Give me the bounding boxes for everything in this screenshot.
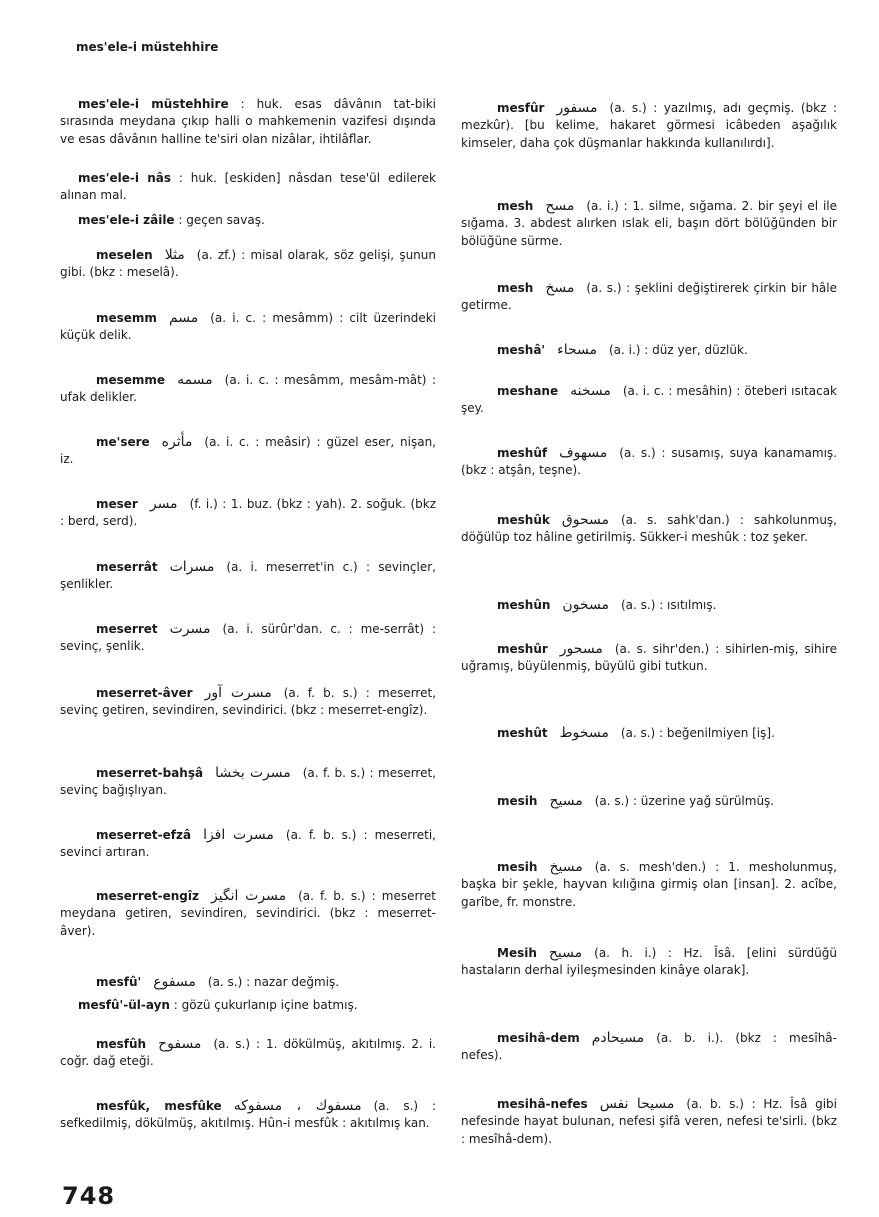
entry-definition: (a. s. sihr'den.) : sihirlen-miş, sihire uğramış, büyülenmiş, büyülü gibi tutkun.	[461, 642, 837, 674]
entry-definition: (a. i. c. : meâsir) : güzel eser, nişan, iz.	[60, 435, 436, 467]
entry-headword: meserret-efzâ	[96, 828, 192, 842]
entry-headword: meserrât	[96, 560, 158, 574]
entry-definition: : geçen savaş.	[178, 213, 265, 227]
entry-arabic-script: مأثره	[161, 434, 193, 450]
dictionary-entry	[461, 859, 837, 911]
entry-headword: meser	[96, 497, 138, 511]
entry-definition: (a. f. b. s.) : meserret, sevinç bağışlıyan.	[60, 766, 436, 798]
entry-arabic-script: مسمه	[177, 372, 213, 388]
entry-arabic-script: مسخون	[562, 597, 609, 613]
entry-definition: (a. i. meserret'in c.) : sevinçler, şenlikler.	[60, 560, 436, 592]
entry-headword: mesfûr	[497, 101, 545, 115]
entry-definition: (a. s. mesh'den.) : 1. mesholunmuş, başka bir şekle, hayvan kılığına girmiş olan [insan]. 2. acîbe, garîbe, fr. monstre.	[461, 860, 837, 909]
entry-arabic-script: مسرت بخشا	[215, 765, 291, 781]
entry-headword: meshûf	[497, 446, 548, 460]
entry-headword: mes'ele-i nâs	[78, 171, 171, 185]
dictionary-entry	[461, 383, 837, 418]
entry-definition: (a. s. sahk'dan.) : sahkolunmuş, döğülüp toz hâline getirilmiş. Sükker-i meshûk : toz şeker.	[461, 513, 837, 545]
entry-definition: (a. s.) : şeklini değiştirerek çirkin bir hâle getirme.	[461, 281, 837, 313]
entry-headword: mesfû'	[96, 975, 142, 989]
entry-arabic-script: مسحوق	[561, 512, 609, 528]
entry-arabic-script: مسرت انگیز	[210, 888, 287, 904]
entry-definition: (a. s.) : 1. dökülmüş, akıtılmış. 2. i. coğr. dağ eteği.	[60, 1037, 436, 1069]
entry-arabic-script: مسرت	[169, 621, 211, 637]
entry-arabic-script: مسيخ	[549, 859, 583, 875]
entry-arabic-script: مسح	[545, 198, 575, 214]
entry-arabic-script: مسهوف	[559, 445, 608, 461]
entry-arabic-script: مسفوح	[158, 1036, 202, 1052]
entry-arabic-script: مسيح	[549, 793, 583, 809]
entry-definition: (a. b. s.) : Hz. Îsâ gibi nefesinde hayat bulunan, nefesi şifâ veren, nefesi te'sirli. (bkz : mesîhâ-dem).	[461, 1097, 837, 1146]
entry-headword: meshâ'	[497, 343, 546, 357]
entry-definition: (a. i. c. : mesâmm) : cilt üzerindeki küçük delik.	[60, 311, 436, 343]
entry-headword: meshûk	[497, 513, 550, 527]
dictionary-entry	[461, 445, 837, 480]
entry-definition: (a. f. b. s.) : meserret, sevinç getiren, sevindiren, sevindirici. (bkz : meserret-engîz).	[60, 686, 437, 718]
dictionary-entry	[60, 372, 436, 407]
entry-headword: mes'ele-i zâile	[78, 213, 175, 227]
entry-definition: (f. i.) : 1. buz. (bkz : yah). 2. soğuk. (bkz : berd, serd).	[60, 497, 436, 529]
dictionary-entry	[60, 621, 436, 656]
entry-headword: mes'ele-i müstehhire	[78, 97, 229, 111]
entry-definition: (a. s.) : ısıtılmış.	[620, 598, 717, 612]
entry-arabic-script: مسفور	[556, 100, 598, 116]
entry-definition: (a. f. b. s.) : meserreti, sevinci artıran.	[60, 828, 436, 860]
entry-definition: : gözü çukurlanıp içine batmış.	[173, 998, 358, 1012]
entry-definition: (a. s.) : susamış, suya kanamamış. (bkz : atşân, teşne).	[461, 446, 837, 478]
dictionary-entry	[461, 1096, 837, 1148]
dictionary-entry	[461, 793, 837, 810]
entry-headword: meshût	[497, 726, 548, 740]
entry-definition: (a. zf.) : misal olarak, söz gelişi, şunun gibi. (bkz : meselâ).	[60, 248, 436, 280]
entry-headword: mesh	[497, 199, 534, 213]
entry-definition: (a. s.) : yazılmış, adı geçmiş. (bkz : mezkûr). [bu kelime, hakaret görmesi icâbeden aşağılık kimseler, daha çok düşmanlar hakkında kullanılırdı].	[461, 101, 837, 150]
dictionary-entry	[461, 945, 837, 980]
entry-headword: meserret	[96, 622, 158, 636]
entry-headword: mesfûk, mesfûke	[96, 1099, 222, 1113]
entry-arabic-script: مسفوك ، مسفوكه	[233, 1098, 362, 1114]
dictionary-entry	[60, 170, 436, 205]
dictionary-entry	[461, 1030, 837, 1065]
entry-arabic-script: مسيحا نفس	[599, 1096, 675, 1112]
entry-arabic-script: مثلا	[164, 247, 185, 263]
entry-definition: (a. i. sürûr'dan. c. : me-serrât) : sevinç, şenlik.	[60, 622, 436, 654]
dictionary-entry	[60, 1036, 436, 1071]
dictionary-entry	[60, 685, 436, 720]
entry-definition: (a. s.) : beğenilmiyen [iş].	[620, 726, 775, 740]
entry-headword: me'sere	[96, 435, 150, 449]
entry-headword: mesfû'-ül-ayn	[78, 998, 170, 1012]
dictionary-entry	[461, 512, 837, 547]
dictionary-entry	[60, 974, 436, 991]
entry-headword: meshane	[497, 384, 559, 398]
entry-arabic-script: مسيح	[548, 945, 583, 961]
entry-arabic-script: مسيحادم	[591, 1030, 645, 1046]
entry-definition: (a. s.) : üzerine yağ sürülmüş.	[594, 794, 775, 808]
entry-headword: meserret-engîz	[96, 889, 199, 903]
dictionary-entry	[60, 559, 436, 594]
entry-headword: meshûr	[497, 642, 548, 656]
entry-headword: meselen	[96, 248, 153, 262]
entry-definition: (a. i.) : 1. silme, sığama. 2. bir şeyi el ile sığama. 3. abdest alırken ıslak eli, başın dört bölüğünden bir bölüğüne sürme.	[461, 199, 837, 248]
entry-headword: Mesih	[497, 946, 537, 960]
entry-headword: mesihâ-dem	[497, 1031, 580, 1045]
entry-headword: mesh	[497, 281, 534, 295]
entry-headword: mesfûh	[96, 1037, 147, 1051]
entry-definition: (a. i.) : düz yer, düzlük.	[608, 343, 748, 357]
dictionary-entry	[60, 888, 436, 940]
dictionary-entry	[60, 496, 436, 531]
entry-definition: (a. s.) : nazar değmiş.	[207, 975, 340, 989]
running-header: mes'ele-i müstehhire	[76, 40, 219, 54]
entry-arabic-script: مسحاء	[557, 342, 597, 358]
dictionary-entry	[60, 247, 436, 282]
entry-headword: meshûn	[497, 598, 551, 612]
entry-arabic-script: مسم	[168, 310, 199, 326]
entry-headword: meserret-bahşâ	[96, 766, 204, 780]
entry-headword: mesihâ-nefes	[497, 1097, 588, 1111]
entry-headword: mesemm	[96, 311, 157, 325]
entry-definition: (a. h. i.) : Hz. Îsâ. [elini sürdüğü hastaların derhal iyileşmesinden kinâye olarak].	[461, 946, 837, 978]
dictionary-entry	[60, 1098, 436, 1133]
entry-definition: : huk. [eskiden] nâsdan tese'ül edilerek alınan mal.	[60, 171, 436, 203]
entry-definition: (a. f. b. s.) : meserret meydana getiren, sevindiren, sevindirici. (bkz : meserret-âver).	[60, 889, 436, 938]
dictionary-entry	[60, 212, 436, 229]
entry-arabic-script: مسفوع	[153, 974, 196, 990]
dictionary-entry	[461, 100, 837, 152]
entry-headword: meserret-âver	[96, 686, 193, 700]
entry-headword: mesih	[497, 794, 538, 808]
entry-definition: (a. b. i.). (bkz : mesîhâ-nefes).	[461, 1031, 837, 1063]
entry-arabic-script: مسرت آور	[204, 685, 272, 701]
entry-definition: (a. i. c. : mesâhin) : öteberi ısıtacak şey.	[461, 384, 837, 416]
entry-arabic-script: مسحور	[559, 641, 603, 657]
dictionary-entry	[60, 827, 436, 862]
entry-arabic-script: مسرت افزا	[203, 827, 274, 843]
entry-definition: (a. s.) : sefkedilmiş, dökülmüş, akıtılmış. Hûn-i mesfûk : akıtılmış kan.	[60, 1099, 436, 1131]
entry-arabic-script: مسخ	[545, 280, 575, 296]
dictionary-entry	[461, 641, 837, 676]
dictionary-entry	[60, 434, 436, 469]
dictionary-entry	[461, 597, 837, 614]
entry-arabic-script: مسخنه	[570, 383, 611, 399]
dictionary-entry	[461, 342, 837, 359]
dictionary-entry	[461, 198, 837, 250]
dictionary-entry	[461, 280, 837, 315]
page-number: 748	[62, 1182, 116, 1210]
dictionary-entry	[60, 997, 436, 1014]
dictionary-entry	[60, 96, 436, 148]
entry-arabic-script: مسر	[149, 496, 178, 512]
dictionary-entry	[60, 310, 436, 345]
entry-definition: : huk. esas dâvânın tat-biki sırasında meydana çıkıp halli o mahkemenin vazifesi dışında ve esas dâvânın halline te'siri olan nizâlar, ihtilâflar.	[60, 97, 436, 146]
entry-definition: (a. i. c. : mesâmm, mesâm-mât) : ufak delikler.	[60, 373, 436, 405]
dictionary-entry	[60, 765, 436, 800]
entry-arabic-script: مسرات	[169, 559, 215, 575]
dictionary-entry	[461, 725, 837, 742]
entry-arabic-script: مسخوط	[559, 725, 609, 741]
entry-headword: mesih	[497, 860, 538, 874]
entry-headword: mesemme	[96, 373, 166, 387]
